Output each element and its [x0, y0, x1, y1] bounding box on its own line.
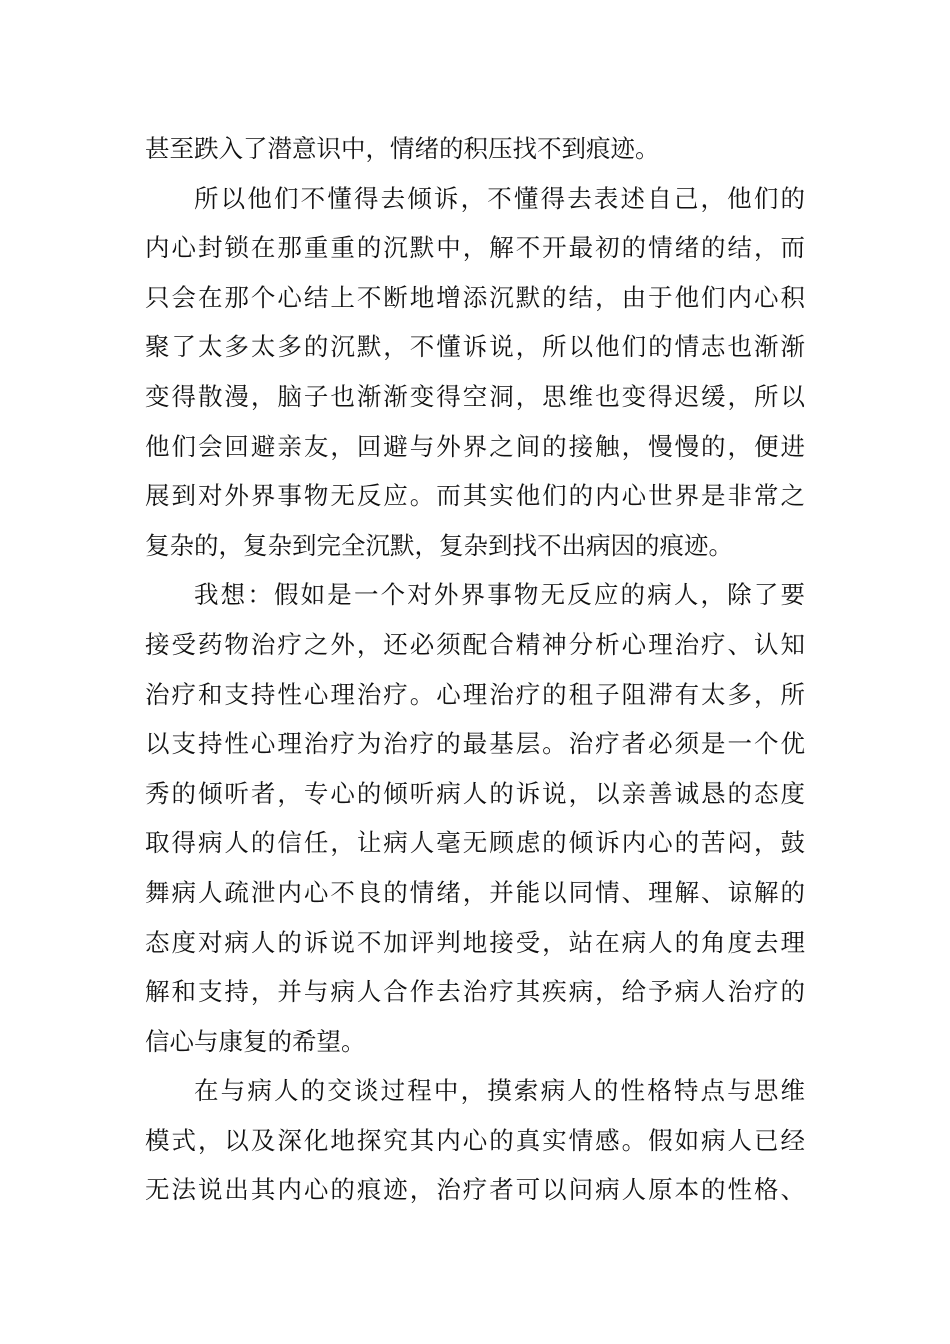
text-line: 变得散漫，脑子也渐渐变得空洞，思维也变得迟缓，所以 [145, 381, 805, 411]
text-line: 复杂的，复杂到完全沉默，复杂到找不出病因的痕迹。 [145, 530, 733, 560]
text-line: 甚至跌入了潜意识中，情绪的积压找不到痕迹。 [145, 134, 660, 163]
text-line: 取得病人的信任，让病人毫无顾虑的倾诉内心的苦闷，鼓 [145, 828, 805, 858]
text-line: 只会在那个心结上不断地增添沉默的结，由于他们内心积 [145, 282, 805, 312]
text-line: 秀的倾听者，专心的倾听病人的诉说，以亲善诚恳的态度 [145, 778, 805, 808]
text-line: 聚了太多太多的沉默，不懂诉说，所以他们的情志也渐渐 [145, 332, 805, 362]
paragraph [145, 174, 805, 571]
text-line: 解和支持，并与病人合作去治疗其疾病，给予病人治疗的 [145, 977, 805, 1007]
text-line: 态度对病人的诉说不加评判地接受，站在病人的角度去理 [145, 927, 805, 957]
text-line: 在与病人的交谈过程中，摸索病人的性格特点与思维 [194, 1076, 805, 1106]
paragraph [145, 1066, 805, 1215]
text-line: 展到对外界事物无反应。而其实他们的内心世界是非常之 [145, 481, 805, 511]
text-line: 治疗和支持性心理治疗。心理治疗的租子阻滞有太多，所 [145, 679, 805, 709]
text-line: 无法说出其内心的痕迹，治疗者可以问病人原本的性格、 [145, 1175, 805, 1205]
paragraph [145, 124, 805, 174]
text-line: 信心与康复的希望。 [145, 1026, 366, 1056]
paragraph [145, 570, 805, 1066]
text-line: 内心封锁在那重重的沉默中，解不开最初的情绪的结，而 [145, 233, 805, 263]
text-line: 以支持性心理治疗为治疗的最基层。治疗者必须是一个优 [145, 729, 805, 759]
text-line: 舞病人疏泄内心不良的情绪，并能以同情、理解、谅解的 [145, 877, 805, 907]
text-line: 模式，以及深化地探究其内心的真实情感。假如病人已经 [145, 1125, 805, 1155]
text-line: 我想：假如是一个对外界事物无反应的病人，除了要 [194, 580, 805, 610]
text-line: 所以他们不懂得去倾诉，不懂得去表述自己，他们的 [194, 183, 805, 213]
text-line: 他们会回避亲友，回避与外界之间的接触，慢慢的，便进 [145, 431, 805, 461]
document-body [145, 124, 805, 1215]
text-line: 接受药物治疗之外，还必须配合精神分析心理治疗、认知 [145, 629, 805, 659]
